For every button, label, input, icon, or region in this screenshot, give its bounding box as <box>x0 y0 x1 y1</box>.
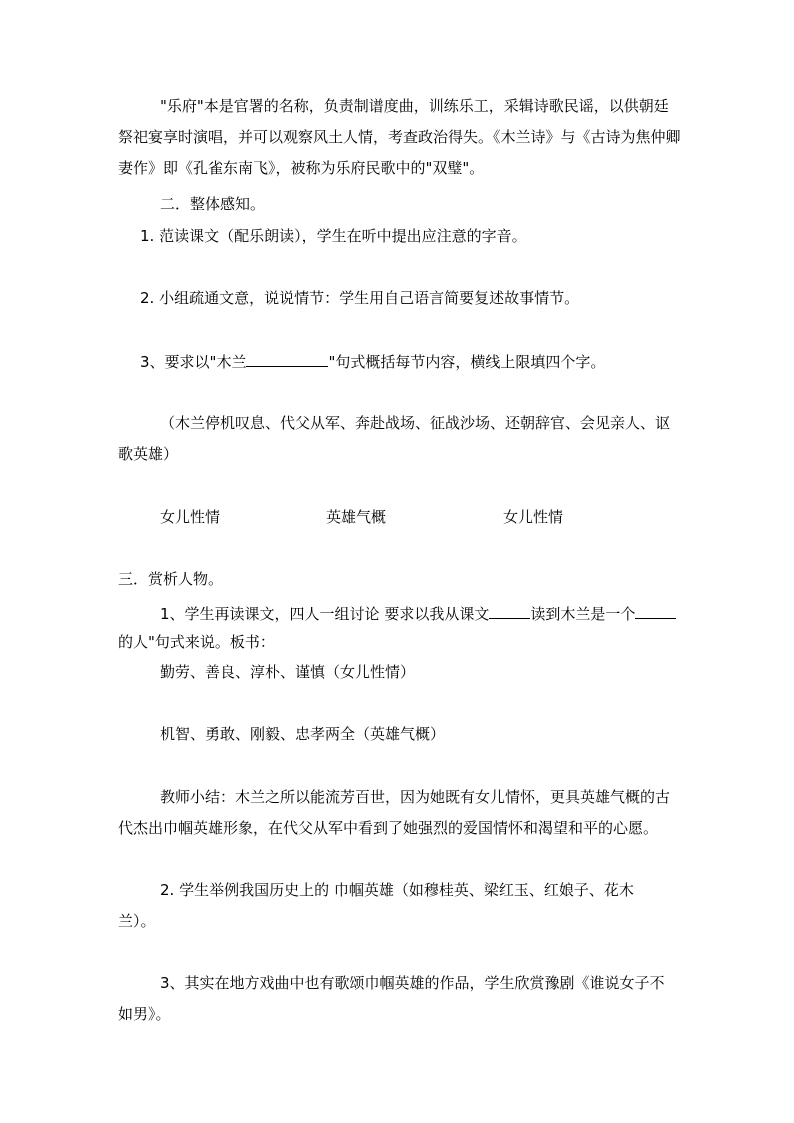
section-3-item-2-line-2: 兰）。 <box>118 912 156 930</box>
section-2-item-2: 2. 小组疏通文意，说说情节：学生用自己语言简要复述故事情节。 <box>140 289 580 307</box>
section-2-item-3 <box>140 351 605 372</box>
section-2-item-1: 1. 范读课文（配乐朗读），学生在听中提出应注意的字音。 <box>140 227 527 245</box>
section-3-item-2: 2. 学生举例我国历史上的 巾帼英雄（如穆桂英、梁红玉、红娘子、花木 <box>160 881 634 899</box>
summary-line-1: 教师小结：木兰之所以能流芳百世，因为她既有女儿情怀，更具英雄气概的古 <box>160 788 671 806</box>
item-1-part-1: 1、学生再读课文，四人一组讨论 要求以我从课文 <box>160 605 490 623</box>
board-line-2: 机智、勇敢、刚毅、忠孝两全（英雄气概） <box>160 725 446 743</box>
trait-label-2: 英雄气概 <box>326 508 387 526</box>
intro-line-2: 祭祀宴享时演唱，并可以观察风土人情，考查政治得失。《木兰诗》与《古诗为焦仲卿 <box>118 128 681 146</box>
intro-line-1: "乐府"本是官署的名称，负责制谱度曲，训练乐工，采辑诗歌民谣，以供朝廷 <box>160 97 669 115</box>
answer-line-1: （木兰停机叹息、代父从军、奔赴战场、征战沙场、还朝辞官、会见亲人、讴 <box>160 414 671 432</box>
fill-in-blank <box>489 603 530 619</box>
item-1-part-2: 读到木兰是一个 <box>530 605 636 623</box>
section-2-heading: 二．整体感知。 <box>160 195 266 213</box>
section-3-item-3: 3、其实在地方戏曲中也有歌颂巾帼英雄的作品，学生欣赏豫剧《谁说女子不 <box>160 974 665 992</box>
item-3-text-before: 3、要求以"木兰 <box>140 353 247 371</box>
section-3-heading: 三．赏析人物。 <box>118 570 224 588</box>
section-3-item-1 <box>160 603 676 624</box>
item-3-text-after: "句式概括每节内容，横线上限填四个字。 <box>328 353 606 371</box>
section-3-item-3-line-2: 如男》。 <box>118 1005 171 1023</box>
trait-label-1: 女儿性情 <box>160 508 221 526</box>
board-line-1: 勤劳、善良、淳朴、谨慎（女儿性情） <box>160 663 416 681</box>
fill-in-blank <box>635 603 676 619</box>
trait-label-3: 女儿性情 <box>503 508 564 526</box>
summary-line-2: 代杰出巾帼英雄形象，在代父从军中看到了她强烈的爱国情怀和渴望和平的心愿。 <box>118 819 659 837</box>
intro-line-3: 妻作》即《孔雀东南飞》，被称为乐府民歌中的"双璧"。 <box>118 159 485 177</box>
answer-line-2: 歌英雄） <box>118 445 179 463</box>
fill-in-blank <box>246 351 328 367</box>
section-3-item-1-line-2: 的人"句式来说。板书： <box>118 633 275 651</box>
